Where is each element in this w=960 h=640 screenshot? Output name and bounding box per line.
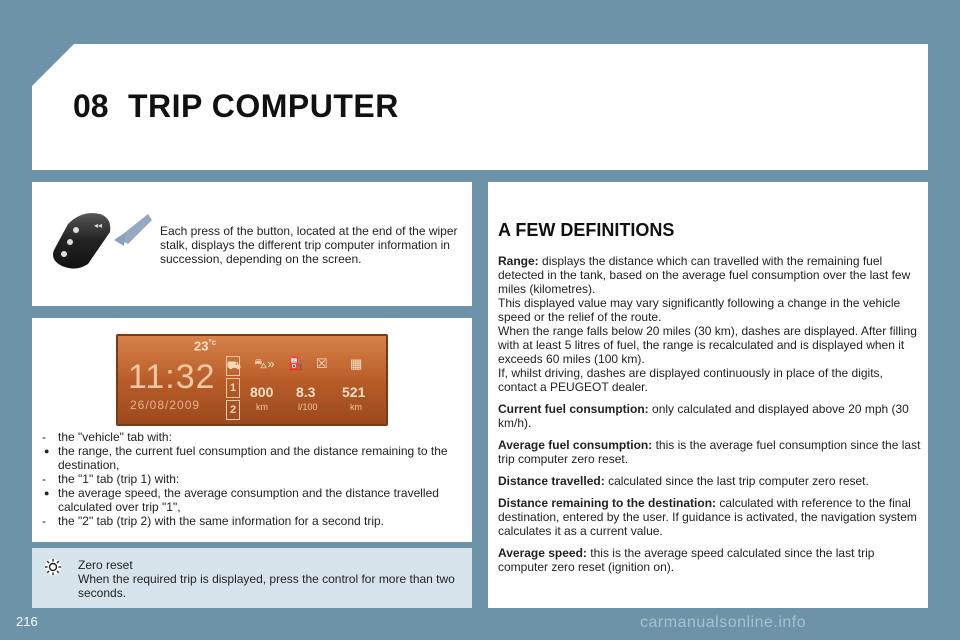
temperature-readout [194,338,216,353]
zero-reset-text [78,558,462,600]
tab-list [42,430,462,528]
definition-text: only calculated and displayed above 20 mph (30 km/h). [498,402,909,430]
list-item-text: the "1" tab (trip 1) with: [58,472,180,486]
definition-average-speed [498,546,924,574]
page-number: 216 [16,614,38,629]
trip-tab-2: 2 [226,400,240,420]
stalk-panel [32,182,472,306]
stalk-description: Each press of the button, located at the end of the wiper stalk, displays the different trip computer information in succession, depending on the screen. [160,224,458,266]
definition-text: calculated with reference to the final destination, entered by the user. If guidance is activated, the navigation system calculates it as a current value. [498,496,917,538]
definition-range [498,254,924,394]
definitions-panel [488,182,928,608]
definitions-body [498,254,924,582]
vehicle-tab-icon: ⛟ [226,356,240,376]
definition-term: Distance travelled: [498,474,605,488]
tip-sun-icon [42,556,64,578]
list-item-text: the average speed, the average consumption and the distance travelled calculated over trip "1", [58,486,439,514]
clock-time: 11:32 [128,358,216,396]
list-item-text: the range, the current fuel consumption and the distance remaining to the destination, [58,444,448,472]
range-unit: km [256,402,268,412]
list-item [42,514,462,528]
watermark: carmanualsonline.info [640,614,807,631]
zero-reset-body: When the required trip is displayed, press the control for more than two seconds. [78,572,455,600]
definition-text: calculated since the last trip computer zero reset. [608,474,869,488]
chapter-number: 08 [73,88,109,124]
definitions-title: A FEW DEFINITIONS [498,220,675,240]
bullet-marker: ● [44,488,50,498]
definition-distance-remaining [498,496,924,538]
temperature-unit: °c [208,338,217,347]
wiper-stalk-icon [48,206,158,274]
consumption-value: 8.3 [296,384,316,400]
multifunction-screen [116,334,388,426]
definition-average-consumption [498,438,924,466]
dash-marker: - [42,472,46,486]
display-panel [32,318,472,542]
car-icon: ⛍» [254,356,275,371]
definition-text: displays the distance which can travelled with the remaining fuel detected in the tank, based on the average fuel consumption over the last few miles (kilometres). [498,254,911,296]
fuel-pump-icon: ⛽ [288,356,305,371]
definition-distance-travelled [498,474,924,488]
list-item-text: the "2" tab (trip 2) with the same information for a second trip. [58,514,385,528]
definition-text: this is the average fuel consumption since the last trip computer zero reset. [498,438,921,466]
list-item [42,472,462,486]
chequered-flag-icon: ▦ [350,356,363,371]
list-item [42,430,462,444]
definition-term: Average speed: [498,546,587,560]
definition-term: Range: [498,254,539,268]
definition-text: When the range falls below 20 miles (30 km), dashes are displayed. After filling with at least 5 litres of fuel, the range is recalculated and is displayed when it exceeds 60 miles (100 km). [498,324,917,366]
dash-marker: - [42,430,46,444]
range-value: 800 [250,384,274,400]
chapter-title: TRIP COMPUTER [128,88,399,124]
distance-value: 521 [342,384,366,400]
consumption-unit: l/100 [298,402,318,412]
zero-reset-title: Zero reset [78,558,133,572]
list-item [42,444,462,472]
bullet-marker: ● [44,446,50,456]
definition-term: Distance remaining to the destination: [498,496,717,510]
definition-text: This displayed value may vary significantly following a change in the vehicle speed or the relief of the route. [498,296,901,324]
clock-date: 26/08/2009 [130,398,201,412]
list-item [42,486,462,514]
temperature-value: 23 [194,338,209,354]
distance-unit: km [350,402,362,412]
definition-text: If, whilst driving, dashes are displayed continuously in place of the digits, contact a PEUGEOT dealer. [498,366,883,394]
lcd-icon-row [250,356,386,378]
trip-tab-1: 1 [226,378,240,398]
definition-term: Current fuel consumption: [498,402,649,416]
definition-text: this is the average speed calculated since the last trip computer zero reset (ignition on). [498,546,875,574]
definition-term: Average fuel consumption: [498,438,653,452]
svg-text:◂◂: ◂◂ [94,221,103,230]
fuel-can-icon: ☒ [316,356,328,371]
list-item-text: the "vehicle" tab with: [58,430,172,444]
dash-marker: - [42,514,46,528]
zero-reset-panel [32,548,472,608]
definition-current-consumption [498,402,924,430]
trip-tabs [226,356,240,422]
